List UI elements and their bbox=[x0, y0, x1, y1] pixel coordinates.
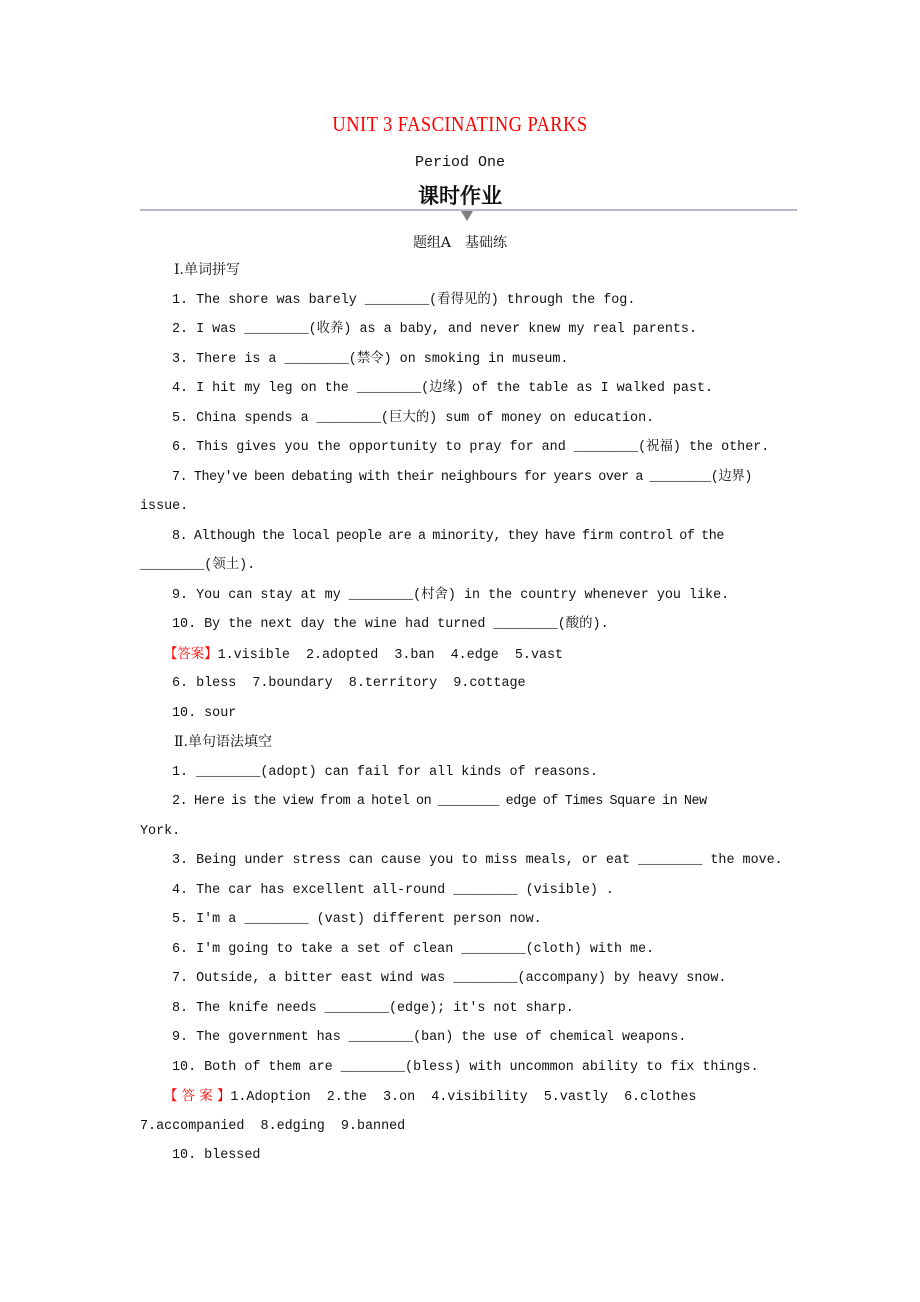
answer-line bbox=[140, 640, 800, 670]
exercise-item: 1. ________(adopt) can fail for all kinds of reasons. bbox=[172, 764, 598, 780]
answer-label: 【答案】 bbox=[164, 646, 218, 662]
answer-text: 1.Adoption 2.the 3.on 4.visibility 5.vastly 6.clothes bbox=[230, 1090, 697, 1105]
exercise-item: 9. You can stay at my ________(村舍) in the country whenever you like. bbox=[172, 587, 730, 603]
exercise-item: 3. There is a ________(禁令) on smoking in museum. bbox=[172, 351, 569, 367]
answer-line bbox=[140, 1141, 800, 1171]
exercise-item: York. bbox=[140, 823, 181, 839]
exercise-item: 3. Being under stress can cause you to miss meals, or eat ________ the move. bbox=[172, 853, 783, 868]
answer-text: 10. blessed bbox=[172, 1148, 261, 1163]
answer-text: 7.accompanied 8.edging 9.banned bbox=[140, 1118, 406, 1134]
exercise-item: 4. I hit my leg on the ________(边缘) of the table as I walked past. bbox=[172, 381, 714, 396]
exercise-item: 9. The government has ________(ban) the use of chemical weapons. bbox=[172, 1030, 687, 1045]
exercise-item: 6. I'm going to take a set of clean ________(cloth) with me. bbox=[172, 941, 655, 957]
triangle-marker-icon bbox=[461, 211, 473, 221]
exercise-item: 10. By the next day the wine had turned ________(酸的). bbox=[172, 617, 609, 632]
answer-line bbox=[140, 1112, 800, 1142]
exercise-item: issue. bbox=[140, 499, 189, 514]
exercise-item: 2. Here is the view from a hotel on ________ edge of Times Square in New bbox=[172, 794, 707, 809]
exercise-item: 6. This gives you the opportunity to pray for and ________(祝福) the other. bbox=[172, 440, 770, 455]
exercise-item: 10. Both of them are ________(bless) with uncommon ability to fix things. bbox=[172, 1059, 759, 1075]
exercise-item: 7. Outside, a bitter east wind was ________(accompany) by heavy snow. bbox=[172, 971, 727, 986]
exercise-item: 8. The knife needs ________(edge); it's not sharp. bbox=[172, 1000, 574, 1016]
exercise-item: 7. They've been debating with their neighbours for years over a ________(边界) bbox=[172, 469, 753, 485]
answer-line bbox=[140, 669, 800, 699]
exercise-item: 1. The shore was barely ________(看得见的) through the fog. bbox=[172, 292, 636, 308]
answer-line bbox=[140, 1082, 800, 1112]
section-heading: Ⅰ.单词拼写 bbox=[174, 262, 240, 278]
exercise-item: 5. China spends a ________(巨大的) sum of money on education. bbox=[172, 410, 655, 426]
section-heading: Ⅱ.单句语法填空 bbox=[174, 734, 272, 750]
answer-text: 6. bless 7.boundary 8.territory 9.cottage bbox=[172, 676, 526, 691]
exercise-item: 4. The car has excellent all-round ________ (visible) . bbox=[172, 882, 614, 898]
answer-line bbox=[140, 699, 800, 729]
exercise-item: 2. I was ________(收养) as a baby, and never knew my real parents. bbox=[172, 322, 697, 337]
period-label: Period One bbox=[414, 154, 505, 171]
answer-text: 1.visible 2.adopted 3.ban 4.edge 5.vast bbox=[217, 647, 564, 663]
answer-text: 10. sour bbox=[172, 705, 237, 721]
group-heading: 题组A 基础练 bbox=[412, 235, 508, 251]
exercise-body bbox=[140, 256, 800, 1171]
exercise-item: 5. I'm a ________ (vast) different person now. bbox=[172, 912, 542, 927]
unit-title: UNIT 3 FASCINATING PARKS bbox=[332, 112, 588, 136]
answer-label: 【 答 案 】 bbox=[164, 1089, 231, 1104]
homework-heading: 课时作业 bbox=[418, 183, 502, 208]
exercise-item: 8. Although the local people are a minority, they have firm control of the bbox=[172, 528, 725, 544]
exercise-item: ________(领土). bbox=[140, 558, 256, 573]
